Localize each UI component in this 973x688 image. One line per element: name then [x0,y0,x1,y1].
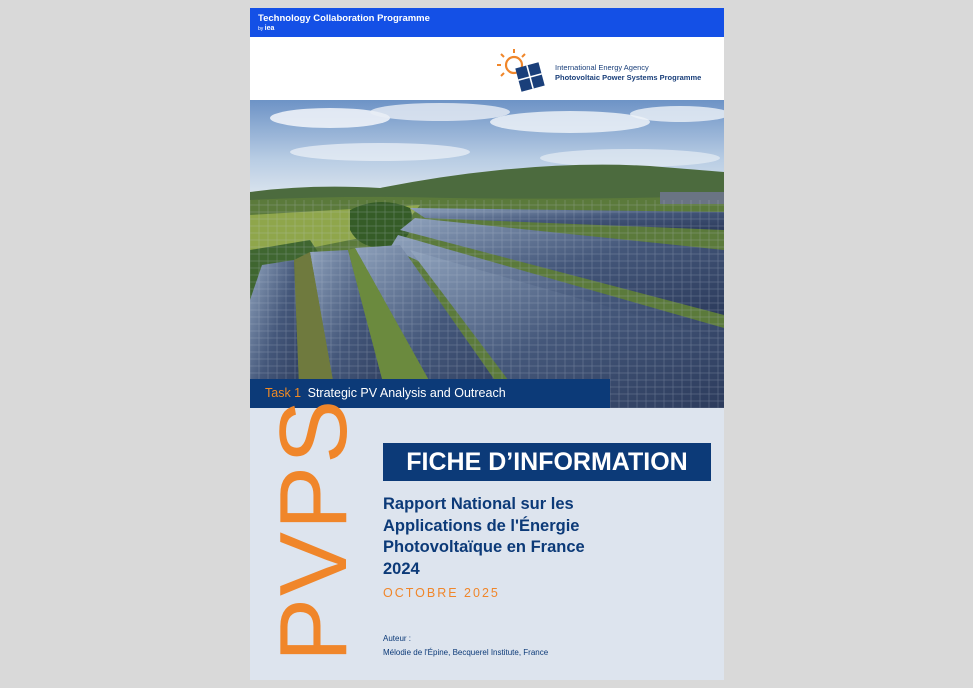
cover-lower-panel [250,397,724,680]
programme-name: Photovoltaic Power Systems Programme [555,73,702,82]
report-title-line: 2024 [383,559,420,578]
tcp-by-text: by [258,26,264,32]
document-type-heading: FICHE D’INFORMATION [383,443,711,481]
task-title: Strategic PV Analysis and Outreach [307,386,506,400]
solar-panel-icon [515,62,544,91]
tcp-banner [250,8,724,37]
publication-date: OCTOBRE 2025 [383,586,500,600]
pvps-vertical-brand: PVPS [260,397,367,662]
solar-farm-photo [250,100,724,409]
pvps-logo [494,43,554,95]
iea-mark: iea [264,25,275,32]
report-title-line: Photovoltaïque en France [383,538,585,556]
author-label: Auteur : [383,634,412,643]
task-number: Task 1 [265,386,302,400]
report-title [383,494,713,580]
logo-header [250,37,724,100]
tcp-byline [258,25,274,32]
org-name: International Energy Agency [555,63,649,72]
tcp-title: Technology Collaboration Programme [258,13,430,24]
report-title-line: Applications de l'Énergie [383,516,580,535]
author-name: Mélodie de l'Épine, Becquerel Institute, France [383,648,549,657]
report-cover [250,8,724,680]
report-title-line: Rapport National sur les [383,495,574,513]
